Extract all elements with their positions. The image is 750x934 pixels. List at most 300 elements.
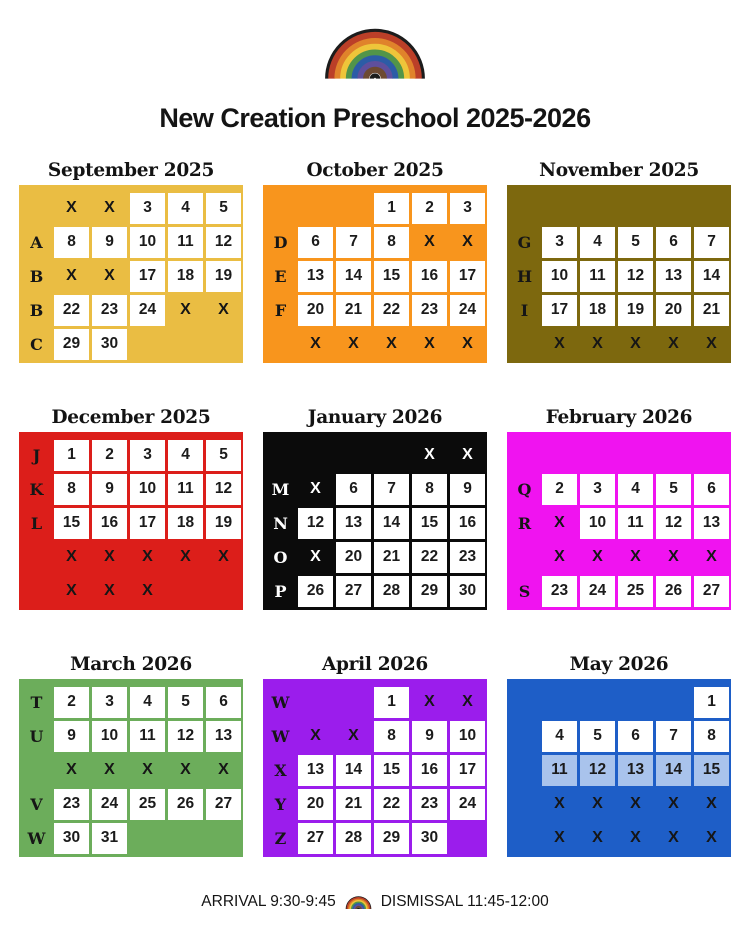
day-cell-highlight: 13 (618, 755, 653, 786)
blank-cell (694, 193, 729, 224)
week-row (263, 293, 487, 327)
day-cell: 6 (656, 227, 691, 258)
no-school-x-mark: X (104, 267, 115, 284)
week-row (263, 753, 487, 787)
month-title: November 2025 (539, 160, 699, 181)
day-cell: 9 (412, 721, 447, 752)
blank-cell (298, 440, 333, 471)
week-row (19, 821, 243, 855)
week-row (19, 574, 243, 608)
day-cell: 2 (54, 687, 89, 718)
day-cell: 2 (412, 193, 447, 224)
day-cell: 10 (450, 721, 485, 752)
blank-cell (168, 823, 203, 854)
day-cell: 4 (130, 687, 165, 718)
month-grid-block (263, 679, 487, 857)
week-letter: D (273, 232, 288, 252)
no-school-x-mark: X (630, 335, 641, 352)
week-letter: G (517, 232, 532, 252)
day-cell: 21 (694, 295, 729, 326)
month-card (507, 407, 731, 610)
week-row (263, 438, 487, 472)
week-row (507, 506, 731, 540)
month-card (507, 654, 731, 857)
day-cell: 20 (298, 789, 333, 820)
day-cell: 4 (542, 721, 577, 752)
no-school-x-mark: X (462, 446, 473, 463)
day-cell: 15 (412, 508, 447, 539)
day-cell: 16 (412, 755, 447, 786)
no-school-x-mark: X (424, 446, 435, 463)
day-cell: 1 (374, 193, 409, 224)
day-cell: 30 (412, 823, 447, 854)
week-row (263, 719, 487, 753)
no-school-x-mark: X (310, 480, 321, 497)
day-cell: 7 (694, 227, 729, 258)
week-letter: R (517, 513, 532, 533)
month-grid-block (19, 679, 243, 857)
week-letter: K (29, 479, 44, 499)
day-cell: 27 (298, 823, 333, 854)
week-row (263, 191, 487, 225)
no-school-x-mark: X (462, 233, 473, 250)
no-school-x-mark: X (66, 761, 77, 778)
day-cell: 7 (374, 474, 409, 505)
week-letter: F (274, 300, 287, 320)
no-school-x-mark: X (348, 335, 359, 352)
week-row (19, 787, 243, 821)
day-cell-highlight: 12 (580, 755, 615, 786)
day-cell: 9 (92, 227, 127, 258)
day-cell: 3 (130, 193, 165, 224)
no-school-x-mark: X (462, 693, 473, 710)
day-cell: 14 (336, 261, 371, 292)
day-cell: 5 (206, 440, 241, 471)
month-card (263, 160, 487, 363)
day-cell: 11 (580, 261, 615, 292)
no-school-x-mark: X (554, 548, 565, 565)
no-school-x-mark: X (218, 301, 229, 318)
day-cell: 28 (336, 823, 371, 854)
week-letter: B (29, 266, 44, 286)
no-school-x-mark: X (104, 761, 115, 778)
no-school-x-mark: X (180, 761, 191, 778)
week-letter: Y (274, 794, 287, 814)
no-school-x-mark: X (386, 335, 397, 352)
month-title: January 2026 (307, 407, 443, 428)
day-cell: 3 (92, 687, 127, 718)
week-row (19, 719, 243, 753)
day-cell: 30 (54, 823, 89, 854)
day-cell: 17 (542, 295, 577, 326)
week-row (263, 259, 487, 293)
day-cell: 21 (374, 542, 409, 573)
week-row (19, 293, 243, 327)
day-cell: 6 (618, 721, 653, 752)
month-grid-block (507, 432, 731, 610)
blank-cell (206, 823, 241, 854)
blank-cell (542, 193, 577, 224)
month-card (507, 160, 731, 363)
no-school-x-mark: X (554, 829, 565, 846)
day-cell: 12 (618, 261, 653, 292)
day-cell: 29 (54, 329, 89, 360)
no-school-x-mark: X (66, 548, 77, 565)
week-row (507, 293, 731, 327)
no-school-x-mark: X (706, 829, 717, 846)
day-cell: 19 (206, 508, 241, 539)
week-letter: B (29, 300, 44, 320)
day-cell: 2 (542, 474, 577, 505)
day-cell: 27 (336, 576, 371, 607)
blank-cell (580, 193, 615, 224)
month-grid-block (507, 679, 731, 857)
blank-cell (542, 687, 577, 718)
no-school-x-mark: X (706, 335, 717, 352)
day-cell: 27 (694, 576, 729, 607)
week-row (507, 685, 731, 719)
blank-cell (336, 440, 371, 471)
day-cell: 24 (450, 789, 485, 820)
blank-cell (374, 440, 409, 471)
day-cell: 5 (618, 227, 653, 258)
week-letter: W (271, 726, 290, 746)
week-letter: E (274, 266, 287, 286)
day-cell: 23 (54, 789, 89, 820)
day-cell: 4 (168, 193, 203, 224)
month-title: October 2025 (306, 160, 444, 181)
day-cell: 17 (130, 261, 165, 292)
day-cell: 16 (450, 508, 485, 539)
day-cell: 24 (92, 789, 127, 820)
no-school-x-mark: X (592, 548, 603, 565)
month-grid-block (263, 432, 487, 610)
day-cell: 13 (336, 508, 371, 539)
day-cell: 25 (618, 576, 653, 607)
day-cell: 8 (374, 721, 409, 752)
no-school-x-mark: X (180, 301, 191, 318)
no-school-x-mark: X (310, 727, 321, 744)
day-cell: 31 (92, 823, 127, 854)
week-letter: W (271, 692, 290, 712)
week-row (507, 540, 731, 574)
day-cell: 11 (130, 721, 165, 752)
day-cell: 15 (54, 508, 89, 539)
day-cell: 10 (130, 474, 165, 505)
day-cell: 13 (298, 755, 333, 786)
day-cell-highlight: 15 (694, 755, 729, 786)
day-cell: 8 (54, 227, 89, 258)
day-cell: 14 (336, 755, 371, 786)
day-cell: 4 (580, 227, 615, 258)
week-letter: S (518, 581, 531, 601)
day-cell: 14 (374, 508, 409, 539)
week-letter: P (274, 581, 287, 601)
no-school-x-mark: X (668, 335, 679, 352)
week-row (263, 685, 487, 719)
day-cell: 3 (542, 227, 577, 258)
week-letter: C (30, 334, 43, 354)
blank-cell (656, 440, 691, 471)
day-cell: 1 (54, 440, 89, 471)
day-cell: 13 (656, 261, 691, 292)
blank-cell (130, 329, 165, 360)
week-row (263, 540, 487, 574)
day-cell: 26 (298, 576, 333, 607)
day-cell: 12 (206, 227, 241, 258)
day-cell: 4 (618, 474, 653, 505)
week-letter: Q (517, 479, 532, 499)
week-row (507, 719, 731, 753)
blank-cell (206, 576, 241, 607)
day-cell: 24 (580, 576, 615, 607)
day-cell: 9 (450, 474, 485, 505)
no-school-x-mark: X (630, 829, 641, 846)
day-cell: 17 (450, 755, 485, 786)
day-cell: 3 (580, 474, 615, 505)
blank-cell (168, 329, 203, 360)
day-cell: 19 (618, 295, 653, 326)
day-cell-highlight: 14 (656, 755, 691, 786)
day-cell: 9 (92, 474, 127, 505)
week-row (19, 225, 243, 259)
month-grid-block (19, 432, 243, 610)
day-cell: 24 (130, 295, 165, 326)
week-row (19, 259, 243, 293)
week-letter: M (271, 479, 290, 499)
day-cell: 11 (618, 508, 653, 539)
no-school-x-mark: X (142, 582, 153, 599)
no-school-x-mark: X (554, 795, 565, 812)
day-cell: 12 (656, 508, 691, 539)
day-cell: 10 (130, 227, 165, 258)
day-cell: 18 (168, 261, 203, 292)
no-school-x-mark: X (66, 199, 77, 216)
week-row (507, 225, 731, 259)
day-cell-highlight: 11 (542, 755, 577, 786)
day-cell: 12 (206, 474, 241, 505)
day-cell: 15 (374, 755, 409, 786)
no-school-x-mark: X (668, 829, 679, 846)
no-school-x-mark: X (424, 233, 435, 250)
day-cell: 23 (412, 789, 447, 820)
week-row (19, 327, 243, 361)
no-school-x-mark: X (462, 335, 473, 352)
week-row (263, 506, 487, 540)
day-cell: 9 (54, 721, 89, 752)
day-cell: 20 (298, 295, 333, 326)
blank-cell (298, 687, 333, 718)
blank-cell (298, 193, 333, 224)
day-cell: 23 (542, 576, 577, 607)
no-school-x-mark: X (592, 795, 603, 812)
day-cell: 17 (130, 508, 165, 539)
day-cell: 8 (694, 721, 729, 752)
blank-cell (656, 193, 691, 224)
no-school-x-mark: X (180, 548, 191, 565)
day-cell: 28 (374, 576, 409, 607)
week-row (19, 506, 243, 540)
day-cell: 17 (450, 261, 485, 292)
day-cell: 6 (206, 687, 241, 718)
day-cell: 20 (656, 295, 691, 326)
rainbow-icon (345, 894, 372, 911)
no-school-x-mark: X (668, 548, 679, 565)
day-cell: 6 (694, 474, 729, 505)
day-cell: 5 (656, 474, 691, 505)
day-cell: 29 (374, 823, 409, 854)
week-row (263, 225, 487, 259)
month-title: September 2025 (47, 160, 215, 181)
no-school-x-mark: X (706, 795, 717, 812)
week-row (507, 191, 731, 225)
day-cell: 6 (298, 227, 333, 258)
no-school-x-mark: X (592, 335, 603, 352)
day-cell: 6 (336, 474, 371, 505)
no-school-x-mark: X (630, 795, 641, 812)
rainbow-icon (322, 20, 428, 86)
week-letter: W (27, 828, 46, 848)
week-row (263, 472, 487, 506)
no-school-x-mark: X (310, 548, 321, 565)
blank-cell (694, 440, 729, 471)
day-cell: 18 (168, 508, 203, 539)
blank-cell (450, 823, 485, 854)
day-cell: 23 (92, 295, 127, 326)
no-school-x-mark: X (104, 548, 115, 565)
day-cell: 21 (336, 295, 371, 326)
day-cell: 12 (298, 508, 333, 539)
day-cell: 24 (450, 295, 485, 326)
day-cell: 16 (92, 508, 127, 539)
day-cell: 22 (54, 295, 89, 326)
month-card (263, 654, 487, 857)
month-title: December 2025 (51, 407, 211, 428)
month-grid-block (19, 185, 243, 363)
blank-cell (542, 440, 577, 471)
blank-cell (206, 329, 241, 360)
day-cell: 19 (206, 261, 241, 292)
month-title: May 2026 (569, 654, 669, 675)
day-cell: 10 (92, 721, 127, 752)
week-letter: A (30, 232, 43, 252)
week-letter: U (29, 726, 44, 746)
day-cell: 8 (412, 474, 447, 505)
day-cell: 22 (374, 789, 409, 820)
day-cell: 22 (374, 295, 409, 326)
month-grid-block (263, 185, 487, 363)
week-letter: J (32, 445, 41, 465)
day-cell: 5 (580, 721, 615, 752)
day-cell: 5 (168, 687, 203, 718)
no-school-x-mark: X (706, 548, 717, 565)
week-row (507, 472, 731, 506)
page-header (0, 0, 750, 134)
week-row (19, 753, 243, 787)
day-cell: 29 (412, 576, 447, 607)
day-cell: 10 (542, 261, 577, 292)
month-title: February 2026 (545, 407, 693, 428)
no-school-x-mark: X (66, 267, 77, 284)
week-letter: Z (274, 828, 287, 848)
blank-cell (168, 576, 203, 607)
day-cell: 15 (374, 261, 409, 292)
blank-cell (336, 687, 371, 718)
day-cell: 23 (412, 295, 447, 326)
week-letter: L (30, 513, 43, 533)
day-cell: 22 (412, 542, 447, 573)
no-school-x-mark: X (66, 582, 77, 599)
page-title: New Creation Preschool 2025-2026 (159, 103, 591, 133)
day-cell: 3 (130, 440, 165, 471)
week-row (19, 438, 243, 472)
blank-cell (656, 687, 691, 718)
day-cell: 30 (92, 329, 127, 360)
no-school-x-mark: X (310, 335, 321, 352)
arrival-label: ARRIVAL 9:30-9:45 (201, 893, 336, 910)
day-cell: 2 (92, 440, 127, 471)
day-cell: 11 (168, 227, 203, 258)
blank-cell (618, 687, 653, 718)
day-cell: 20 (336, 542, 371, 573)
month-card (19, 160, 243, 363)
day-cell: 7 (656, 721, 691, 752)
no-school-x-mark: X (142, 761, 153, 778)
month-card (263, 407, 487, 610)
day-cell: 23 (450, 542, 485, 573)
no-school-x-mark: X (554, 514, 565, 531)
month-title: March 2026 (70, 654, 192, 675)
no-school-x-mark: X (554, 335, 565, 352)
week-row (263, 327, 487, 361)
no-school-x-mark: X (142, 548, 153, 565)
no-school-x-mark: X (592, 829, 603, 846)
week-row (19, 472, 243, 506)
week-row (507, 787, 731, 821)
week-row (263, 574, 487, 608)
week-letter: O (273, 547, 288, 567)
no-school-x-mark: X (348, 727, 359, 744)
week-letter: I (520, 300, 529, 320)
blank-cell (580, 687, 615, 718)
week-row (507, 753, 731, 787)
day-cell: 1 (694, 687, 729, 718)
blank-cell (580, 440, 615, 471)
week-row (19, 191, 243, 225)
months-grid (19, 160, 731, 857)
week-letter: T (30, 692, 43, 712)
day-cell: 18 (580, 295, 615, 326)
week-letter: V (30, 794, 43, 814)
no-school-x-mark: X (424, 335, 435, 352)
day-cell: 11 (168, 474, 203, 505)
blank-cell (618, 193, 653, 224)
day-cell: 7 (336, 227, 371, 258)
day-cell: 5 (206, 193, 241, 224)
day-cell: 4 (168, 440, 203, 471)
day-cell: 1 (374, 687, 409, 718)
week-row (507, 259, 731, 293)
month-card (19, 654, 243, 857)
no-school-x-mark: X (630, 548, 641, 565)
dismissal-label: DISMISSAL 11:45-12:00 (380, 893, 549, 910)
no-school-x-mark: X (104, 199, 115, 216)
day-cell: 8 (54, 474, 89, 505)
day-cell: 26 (168, 789, 203, 820)
blank-cell (618, 440, 653, 471)
blank-cell (130, 823, 165, 854)
week-row (507, 327, 731, 361)
